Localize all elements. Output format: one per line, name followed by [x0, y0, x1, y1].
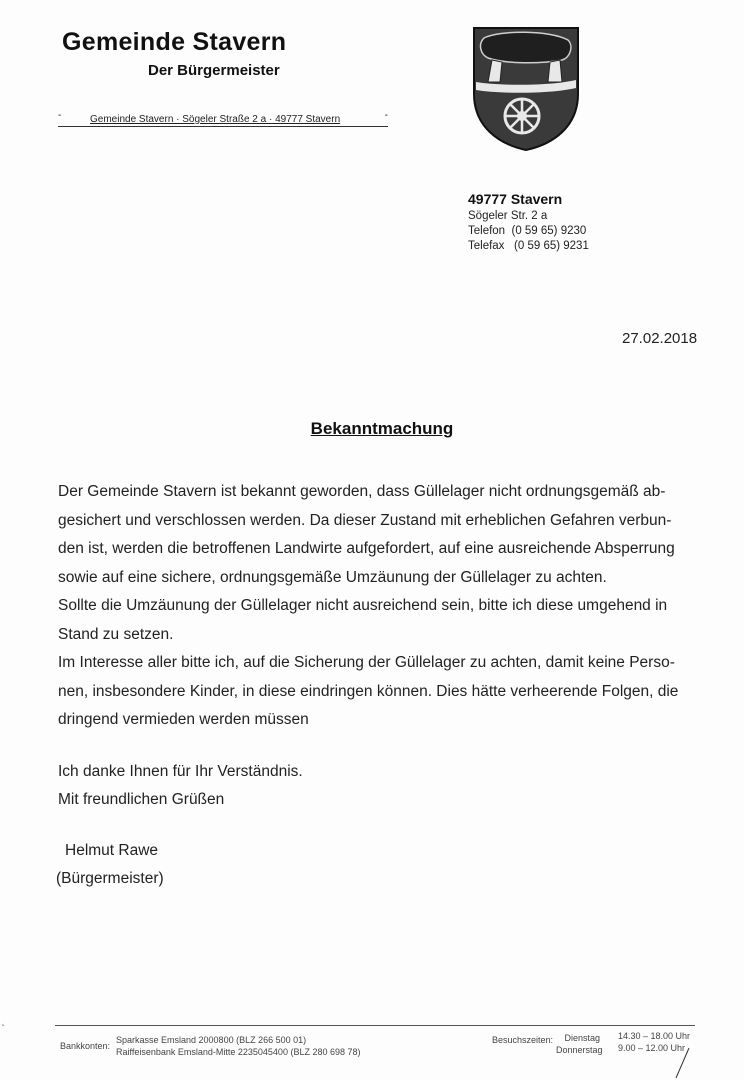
body-line: Stand zu setzen.	[58, 625, 174, 643]
bank-accounts	[116, 1034, 361, 1058]
signer-title: (Bürgermeister)	[56, 870, 164, 887]
closing-greeting: Mit freundlichen Grüßen	[58, 791, 225, 808]
bank-account-1: Sparkasse Emsland 2000800 (BLZ 266 500 01)	[116, 1035, 307, 1045]
closing-thanks: Ich danke Ihnen für Ihr Verständnis.	[58, 763, 303, 780]
organization-name: Gemeinde Stavern	[62, 28, 287, 56]
visiting-time-1: 14.30 – 18.00 Uhr	[618, 1031, 691, 1041]
footer-divider	[55, 1025, 695, 1026]
body-line: sowie auf eine sichere, ordnungsgemäße Umzäunung der Güllelager zu achten.	[58, 568, 607, 586]
document-title: Bekanntmachung	[310, 419, 454, 438]
body-line: Der Gemeinde Stavern ist bekannt geworden, dass Güllelager nicht ordnungsgemäß ab-	[58, 483, 666, 500]
visiting-day-1: Dienstag	[564, 1033, 600, 1043]
scan-mark: ˛	[2, 1016, 6, 1027]
office-title: Der Bürgermeister	[148, 62, 280, 79]
phone-label: Telefon	[468, 225, 506, 237]
letter-body	[58, 478, 708, 735]
body-line: dringend vermieden werden müssen	[58, 711, 309, 728]
sender-line-dash-right: -	[384, 110, 388, 121]
visiting-days	[556, 1032, 603, 1056]
address-city: 49777 Stavern	[468, 191, 563, 207]
fax-label: Telefax	[468, 240, 505, 252]
closing-block	[58, 758, 303, 814]
sender-line-dash-left: -	[58, 110, 62, 121]
body-line: Im Interesse aller bitte ich, auf die Sicherung der Güllelager zu achten, damit keine Perso-	[58, 654, 675, 671]
address-block	[468, 192, 589, 254]
signer-name: Helmut Rawe	[65, 842, 159, 859]
bank-accounts-label: Bankkonten:	[60, 1041, 111, 1051]
sender-line-text: Gemeinde Stavern · Sögeler Straße 2 a · 49777 Stavern	[90, 114, 341, 125]
visiting-hours-label: Besuchszeiten:	[492, 1035, 554, 1045]
pen-stroke-mark	[672, 1046, 692, 1080]
bank-account-2: Raiffeisenbank Emsland-Mitte 2235045400 (BLZ 280 698 78)	[116, 1047, 361, 1057]
sender-line-rule	[58, 126, 388, 127]
address-street: Sögeler Str. 2 a	[468, 210, 548, 222]
fax-number: (0 59 65) 9231	[514, 240, 589, 252]
address-phone	[468, 224, 589, 239]
address-fax	[468, 239, 589, 254]
coat-of-arms-icon	[470, 24, 582, 152]
visiting-day-2: Donnerstag	[556, 1045, 603, 1055]
body-line: Sollte die Umzäunung der Güllelager nicht ausreichend sein, bitte ich diese umgehend in	[58, 597, 668, 614]
phone-number: (0 59 65) 9230	[511, 225, 587, 237]
body-line: nen, insbesondere Kinder, in diese eindringen können. Dies hätte verheerende Folgen, die	[58, 682, 679, 700]
body-line: gesichert und verschlossen werden. Da dieser Zustand mit erheblichen Gefahren verbun-	[58, 511, 672, 529]
body-line: den ist, werden die betroffenen Landwirte aufgefordert, auf eine ausreichende Absperrung	[58, 540, 675, 557]
letter-date: 27.02.2018	[622, 330, 698, 347]
visiting-time-2: 9.00 – 12.00 Uhr	[618, 1043, 686, 1053]
